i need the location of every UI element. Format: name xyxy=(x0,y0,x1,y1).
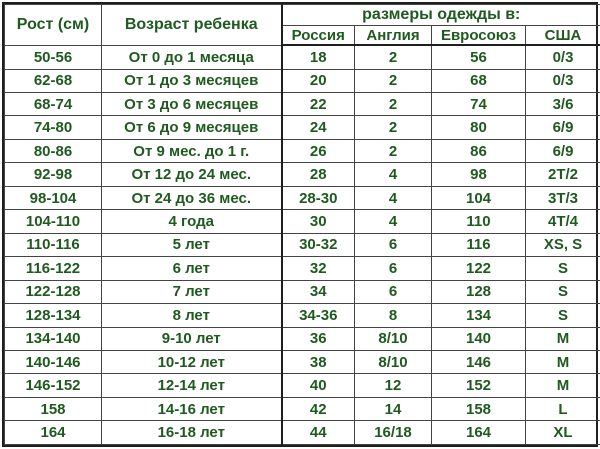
russia-cell: 28-30 xyxy=(282,186,355,209)
england-cell: 6 xyxy=(355,233,432,256)
eu-cell: 122 xyxy=(432,257,526,280)
age-cell: 8 лет xyxy=(102,304,282,327)
eu-cell: 110 xyxy=(432,210,526,233)
table-row xyxy=(5,93,600,116)
usa-cell: 3/6 xyxy=(526,93,600,116)
usa-cell: S xyxy=(526,280,600,303)
england-cell: 8/10 xyxy=(355,350,432,373)
eu-cell: 140 xyxy=(432,327,526,350)
height-cell: 50-56 xyxy=(5,45,102,69)
usa-cell: S xyxy=(526,257,600,280)
russia-cell: 40 xyxy=(282,374,355,397)
height-cell: 68-74 xyxy=(5,93,102,116)
usa-cell: 0/3 xyxy=(526,69,600,92)
eu-cell: 56 xyxy=(432,45,526,69)
usa-cell: S xyxy=(526,304,600,327)
table-row xyxy=(5,280,600,303)
header-height: Рост (см) xyxy=(5,5,102,46)
age-cell: 6 лет xyxy=(102,257,282,280)
table-row xyxy=(5,45,600,69)
usa-cell: XS, S xyxy=(526,233,600,256)
russia-cell: 30 xyxy=(282,210,355,233)
russia-cell: 22 xyxy=(282,93,355,116)
russia-cell: 28 xyxy=(282,163,355,186)
table-row xyxy=(5,327,600,350)
usa-cell: 6/9 xyxy=(526,116,600,139)
eu-cell: 128 xyxy=(432,280,526,303)
height-cell: 140-146 xyxy=(5,350,102,373)
england-cell: 2 xyxy=(355,139,432,162)
england-cell: 6 xyxy=(355,257,432,280)
england-cell: 4 xyxy=(355,186,432,209)
russia-cell: 26 xyxy=(282,139,355,162)
usa-cell: 3Т/3 xyxy=(526,186,600,209)
russia-cell: 34 xyxy=(282,280,355,303)
usa-cell: XL xyxy=(526,421,600,445)
eu-cell: 86 xyxy=(432,139,526,162)
table-row xyxy=(5,257,600,280)
table-row xyxy=(5,304,600,327)
russia-cell: 32 xyxy=(282,257,355,280)
england-cell: 2 xyxy=(355,93,432,116)
england-cell: 12 xyxy=(355,374,432,397)
header-age: Возраст ребенка xyxy=(102,5,282,46)
table-row xyxy=(5,163,600,186)
height-cell: 104-110 xyxy=(5,210,102,233)
eu-cell: 74 xyxy=(432,93,526,116)
russia-cell: 24 xyxy=(282,116,355,139)
eu-cell: 80 xyxy=(432,116,526,139)
eu-cell: 104 xyxy=(432,186,526,209)
height-cell: 116-122 xyxy=(5,257,102,280)
size-chart xyxy=(2,2,598,447)
header-england: Англия xyxy=(355,26,432,46)
russia-cell: 30-32 xyxy=(282,233,355,256)
height-cell: 122-128 xyxy=(5,280,102,303)
age-cell: От 0 до 1 месяца xyxy=(102,45,282,69)
table-row xyxy=(5,210,600,233)
russia-cell: 38 xyxy=(282,350,355,373)
table-row xyxy=(5,350,600,373)
usa-cell: L xyxy=(526,397,600,420)
usa-cell: 6/9 xyxy=(526,139,600,162)
height-cell: 110-116 xyxy=(5,233,102,256)
usa-cell: M xyxy=(526,327,600,350)
height-cell: 98-104 xyxy=(5,186,102,209)
eu-cell: 164 xyxy=(432,421,526,445)
table-row xyxy=(5,139,600,162)
table-row xyxy=(5,397,600,420)
usa-cell: 0/3 xyxy=(526,45,600,69)
size-table xyxy=(4,4,600,445)
age-cell: От 9 мес. до 1 г. xyxy=(102,139,282,162)
table-row xyxy=(5,69,600,92)
table-row xyxy=(5,186,600,209)
eu-cell: 134 xyxy=(432,304,526,327)
england-cell: 16/18 xyxy=(355,421,432,445)
usa-cell: 2Т/2 xyxy=(526,163,600,186)
table-row xyxy=(5,421,600,445)
height-cell: 164 xyxy=(5,421,102,445)
england-cell: 8 xyxy=(355,304,432,327)
height-cell: 146-152 xyxy=(5,374,102,397)
height-cell: 74-80 xyxy=(5,116,102,139)
header-russia: Россия xyxy=(282,26,355,46)
age-cell: 14-16 лет xyxy=(102,397,282,420)
table-row xyxy=(5,374,600,397)
usa-cell: M xyxy=(526,374,600,397)
age-cell: 4 года xyxy=(102,210,282,233)
age-cell: 12-14 лет xyxy=(102,374,282,397)
age-cell: От 6 до 9 месяцев xyxy=(102,116,282,139)
england-cell: 6 xyxy=(355,280,432,303)
england-cell: 2 xyxy=(355,116,432,139)
height-cell: 128-134 xyxy=(5,304,102,327)
height-cell: 92-98 xyxy=(5,163,102,186)
header-eu: Евросоюз xyxy=(432,26,526,46)
eu-cell: 98 xyxy=(432,163,526,186)
table-row xyxy=(5,233,600,256)
age-cell: 9-10 лет xyxy=(102,327,282,350)
age-cell: От 12 до 24 мес. xyxy=(102,163,282,186)
age-cell: 7 лет xyxy=(102,280,282,303)
eu-cell: 68 xyxy=(432,69,526,92)
age-cell: От 1 до 3 месяцев xyxy=(102,69,282,92)
table-row xyxy=(5,116,600,139)
russia-cell: 18 xyxy=(282,45,355,69)
eu-cell: 158 xyxy=(432,397,526,420)
england-cell: 2 xyxy=(355,45,432,69)
eu-cell: 152 xyxy=(432,374,526,397)
age-cell: От 3 до 6 месяцев xyxy=(102,93,282,116)
eu-cell: 116 xyxy=(432,233,526,256)
table-body xyxy=(5,45,600,445)
height-cell: 62-68 xyxy=(5,69,102,92)
age-cell: 10-12 лет xyxy=(102,350,282,373)
usa-cell: 4Т/4 xyxy=(526,210,600,233)
header-usa: США xyxy=(526,26,600,46)
height-cell: 158 xyxy=(5,397,102,420)
header-group: размеры одежды в: xyxy=(282,5,600,26)
england-cell: 4 xyxy=(355,210,432,233)
russia-cell: 36 xyxy=(282,327,355,350)
height-cell: 80-86 xyxy=(5,139,102,162)
russia-cell: 42 xyxy=(282,397,355,420)
england-cell: 4 xyxy=(355,163,432,186)
england-cell: 14 xyxy=(355,397,432,420)
age-cell: 16-18 лет xyxy=(102,421,282,445)
height-cell: 134-140 xyxy=(5,327,102,350)
england-cell: 2 xyxy=(355,69,432,92)
age-cell: 5 лет xyxy=(102,233,282,256)
russia-cell: 20 xyxy=(282,69,355,92)
russia-cell: 44 xyxy=(282,421,355,445)
age-cell: От 24 до 36 мес. xyxy=(102,186,282,209)
england-cell: 8/10 xyxy=(355,327,432,350)
eu-cell: 146 xyxy=(432,350,526,373)
russia-cell: 34-36 xyxy=(282,304,355,327)
usa-cell: M xyxy=(526,350,600,373)
